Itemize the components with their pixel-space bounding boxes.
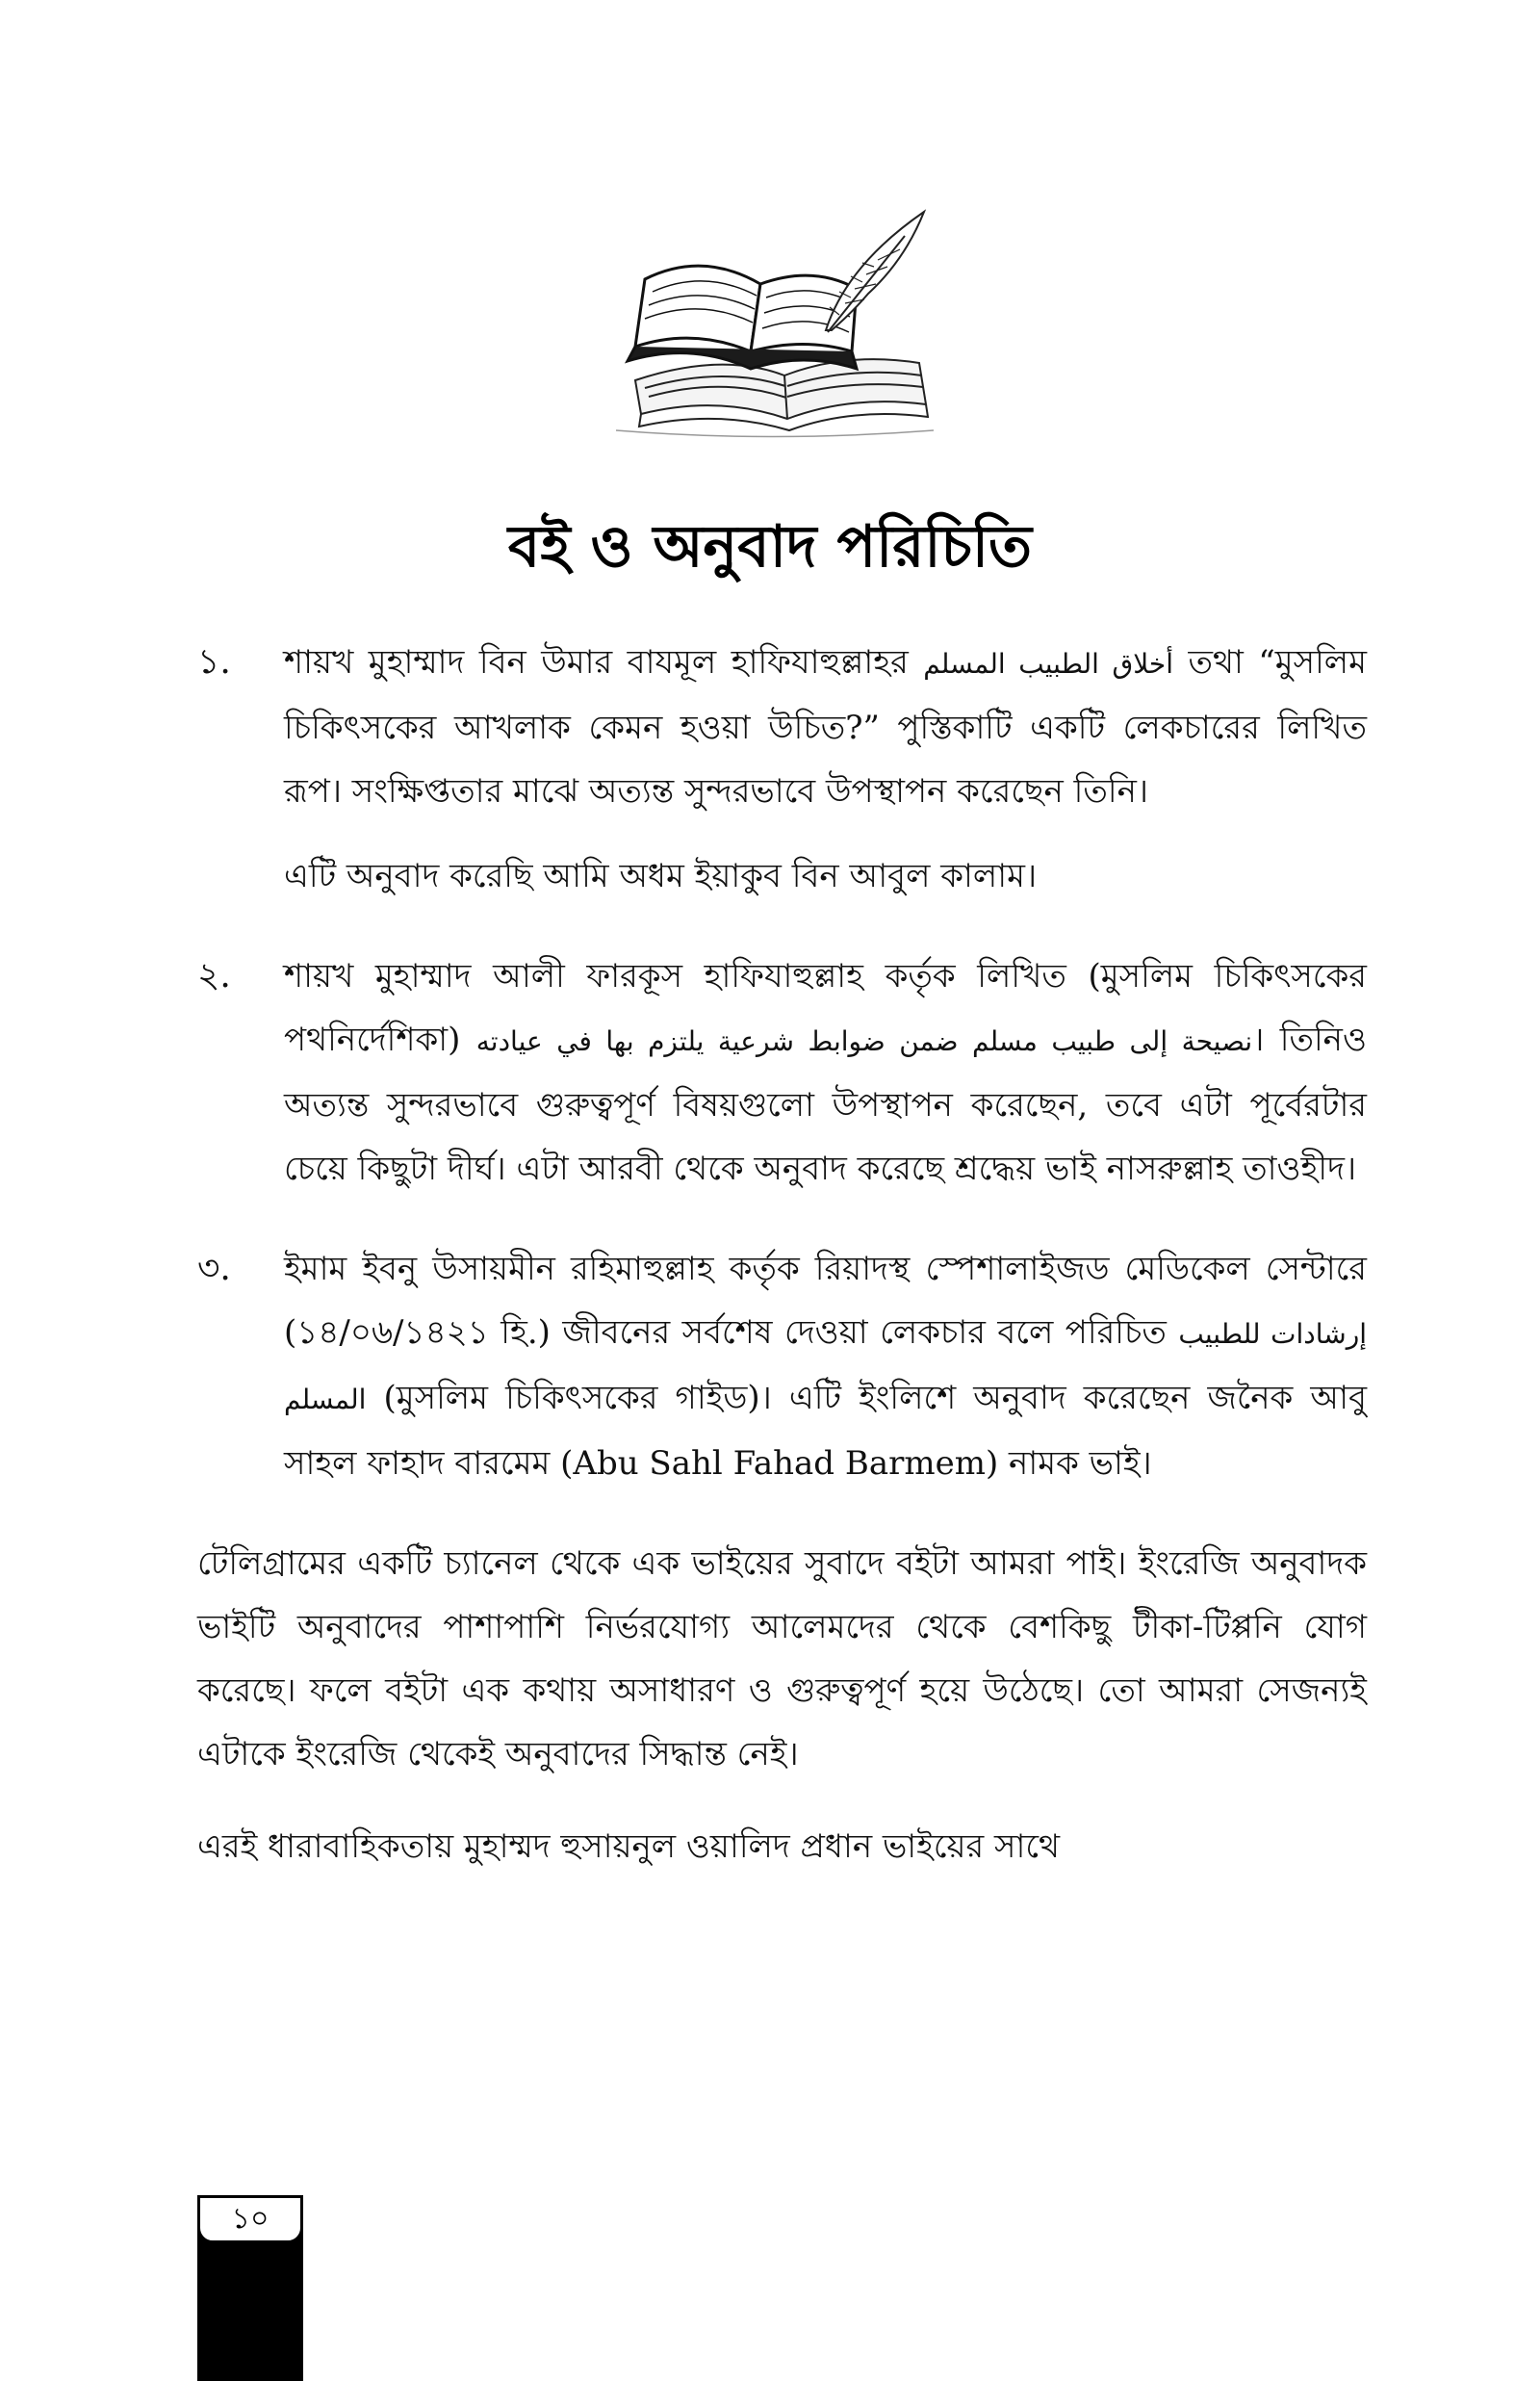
open-book-icon [628,266,857,369]
list-item-number: ২. [197,956,231,996]
list-item-paragraph [284,631,1367,823]
paragraph-text: ইমাম ইবনু উসায়মীন রহিমাহুল্লাহ কর্তৃক রিয়াদস্থ স্পেশালাইজড মেডিকেল সেন্টারে (১৪/০৬/১৪২১ হি.) জীবনের সর্বশেষ দেওয়া লেকচার বলে পরিচিত [284,1250,1367,1352]
list-item-paragraph [284,945,1367,1201]
paragraph-text: শায়খ মুহাম্মাদ বিন উমার বাযমূল হাফিযাহুল্লাহর [284,643,924,682]
paragraph-text: তথা “মুসলিম চিকিৎসকের আখলাক কেমন হওয়া উচিত?” পুস্তিকাটি একটি লেকচারের লিখিত রূপ। সংক্ষিপ্ততার মাঝে অত্যন্ত সুন্দরভাবে উপস্থাপন করেছেন তিনি। [284,643,1368,811]
arabic-book-title: إرشادات للطبيب المسلم [284,1318,1367,1415]
body-paragraph: টেলিগ্রামের একটি চ্যানেল থেকে এক ভাইয়ের সুবাদে বইটা আমরা পাই। ইংরেজি অনুবাদক ভাইটি অনুবাদের পাশাপাশি নির্ভরযোগ্য আলেমদের থেকে বেশকিছু টীকা-টিপ্পনি যোগ করেছে। ফলে বইটা এক কথায় অসাধারণ ও গুরুত্বপূর্ণ হয়ে উঠেছে। তো আমরা সেজন্যই এটাকে ইংরেজি থেকেই অনুবাদের সিদ্ধান্ত নেই। [197,1544,1367,1773]
paragraph-text: এটি অনুবাদ করেছি আমি অধম ইয়াকুব বিন আবুল কালাম। [284,857,1038,895]
page-title: বই ও অনুবাদ পরিচিতি [507,513,1033,581]
list-item-number: ৩. [197,1249,231,1288]
quill-feather-icon [826,212,924,332]
list-item-paragraph [284,844,1367,908]
page-content [197,631,1367,1907]
open-books-and-quill-illustration [616,207,934,438]
body-paragraph: এরই ধারাবাহিকতায় মুহাম্মদ হুসায়নুল ওয়ালিদ প্রধান ভাইয়ের সাথে [197,1827,1061,1866]
paragraph-text: শায়খ মুহাম্মাদ আলী ফারকূস হাফিযাহুল্লাহ কর্তৃক লিখিত (মুসলিম চিকিৎসকের পথনির্দেশিকা) [284,957,1367,1059]
paragraph-text: (মুসলিম চিকিৎসকের গাইড)। এটি ইংলিশে অনুবাদ করেছেন জনৈক আবু সাহল ফাহাদ বারমেম (Abu Sahl Fahad Barmem) নামক ভাই। [284,1379,1367,1483]
list-item-paragraph [284,1237,1367,1495]
lower-book-icon [616,359,934,436]
list-item [197,631,1367,908]
arabic-book-title: نصيحة إلى طبيب مسلم ضمن ضوابط شرعية يلتزم بها في عيادته [475,1025,1253,1057]
arabic-book-title: أخلاق الطبيب المسلم [923,648,1173,680]
page-number: ১০ [197,2195,303,2243]
list-item [197,945,1367,1201]
list-item-number: ১. [197,642,231,682]
paragraph-text: । তিনিও অত্যন্ত সুন্দরভাবে গুরুত্বপূর্ণ বিষয়গুলো উপস্থাপন করেছেন, তবে এটা পূর্বেরটার চেয়ে কিছুটা দীর্ঘ। এটা আরবী থেকে অনুবাদ করেছে শ্রদ্ধেয় ভাই নাসরুল্লাহ তাওহীদ। [284,1021,1367,1188]
list-item [197,1237,1367,1495]
